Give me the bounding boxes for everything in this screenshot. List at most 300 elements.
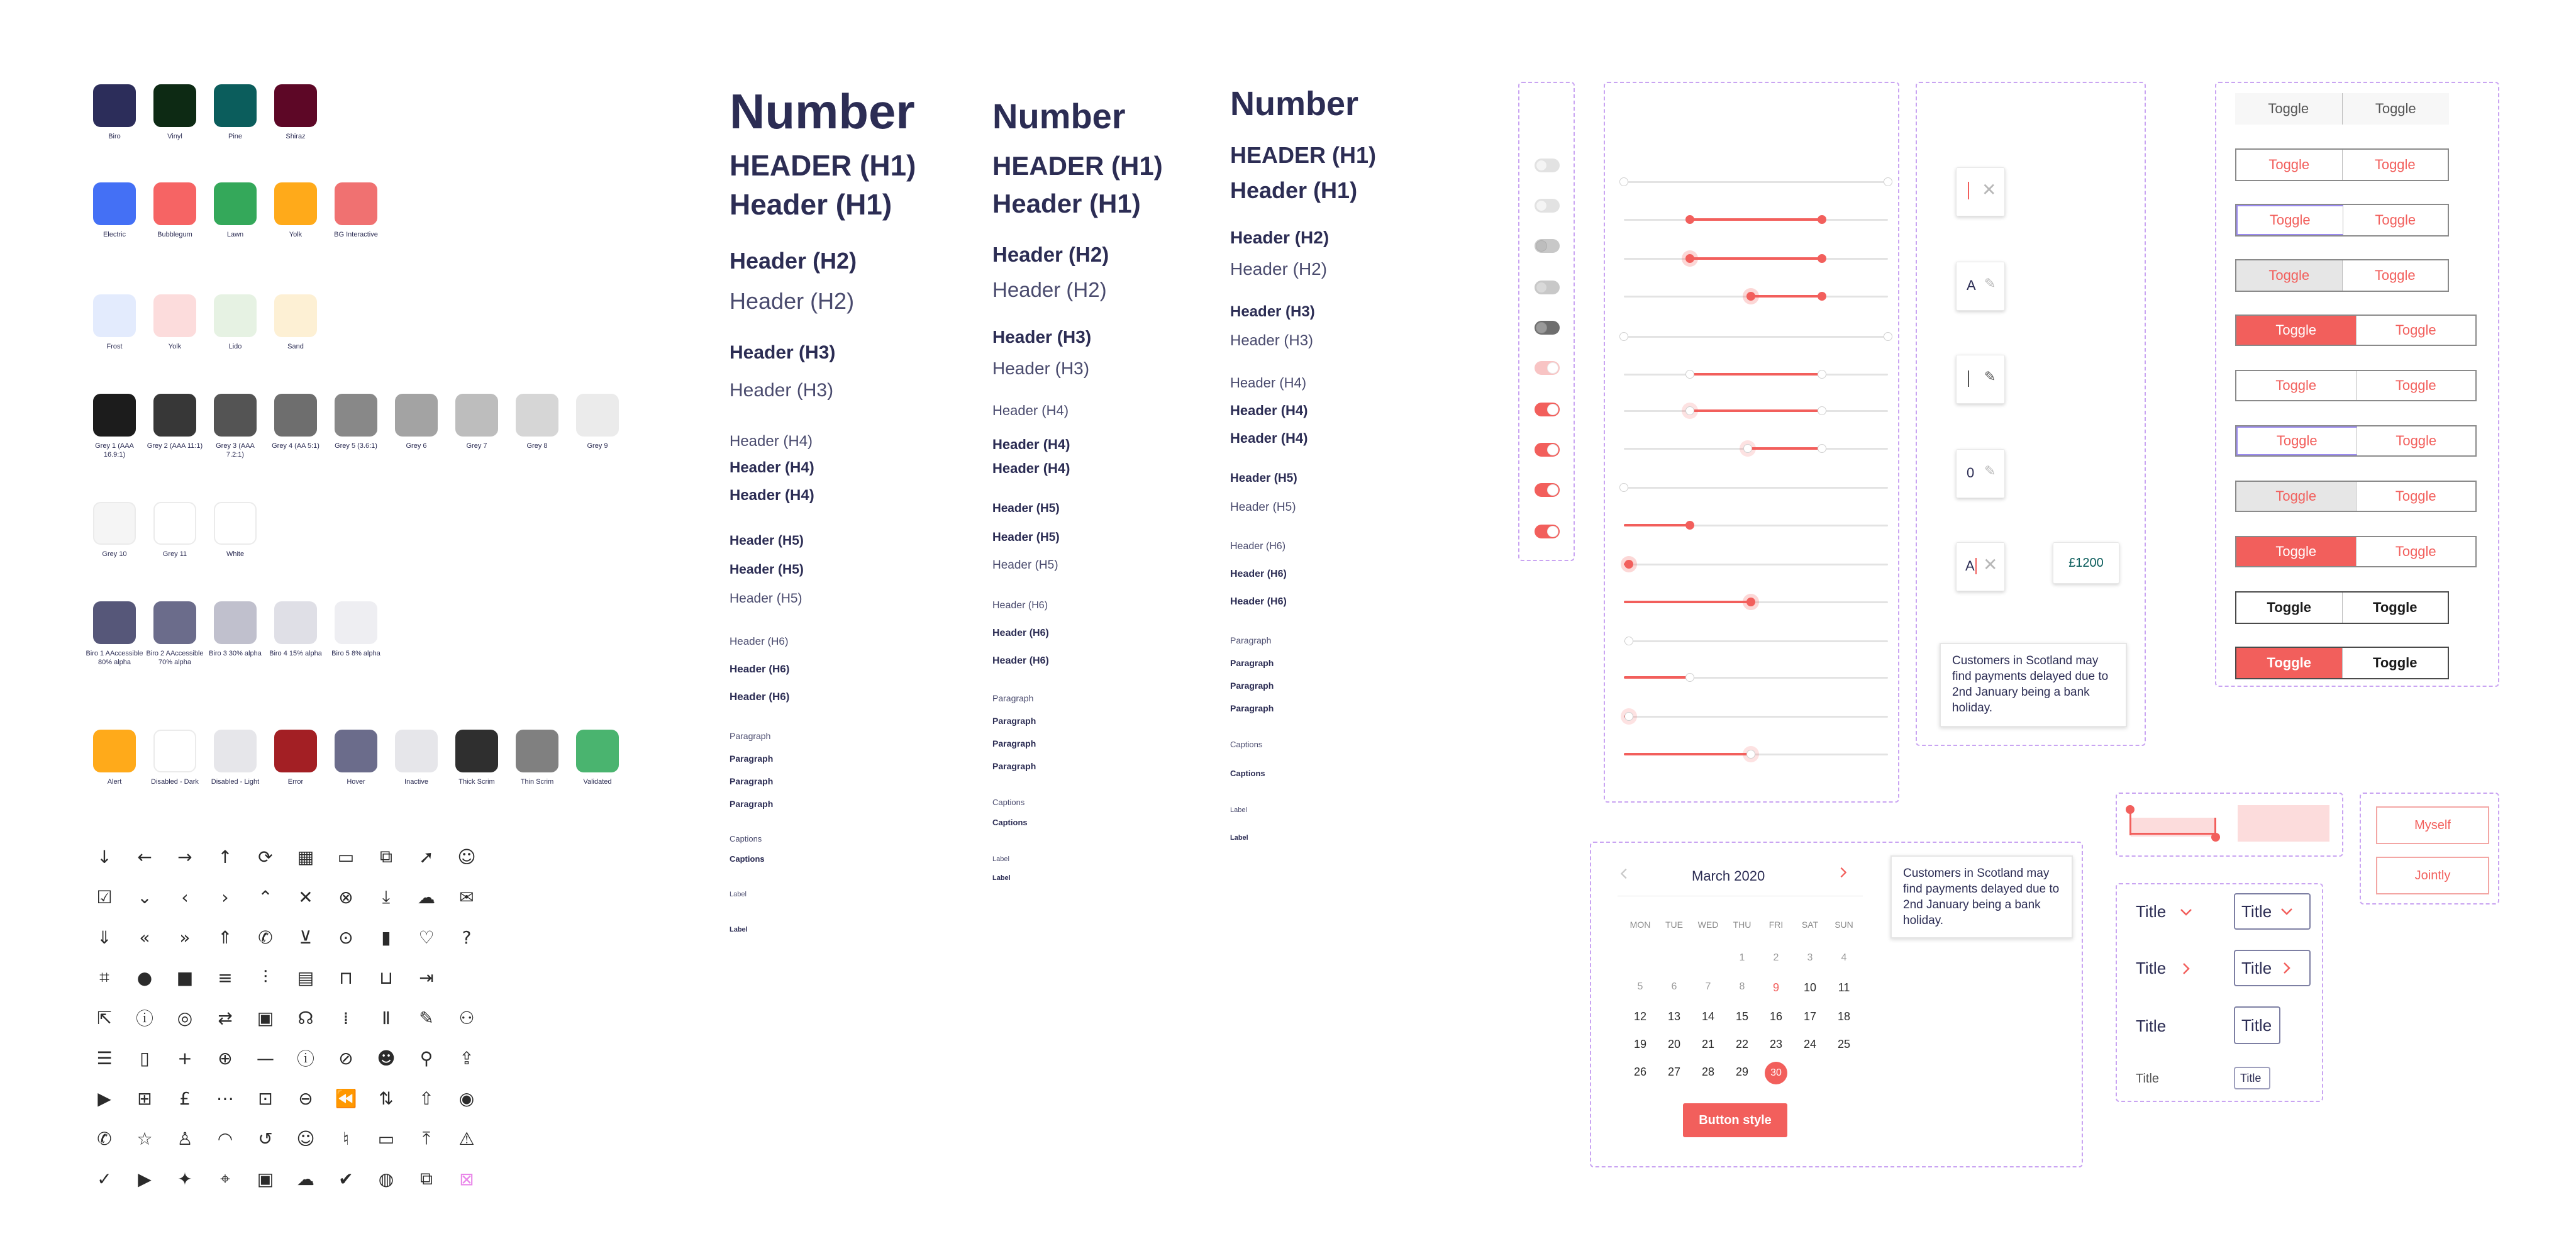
swatch-row	[84, 394, 628, 459]
toggle-option-right[interactable]: Toggle	[2343, 93, 2450, 125]
facebook-square-icon[interactable]: ■	[176, 967, 194, 988]
list-icon[interactable]: ≡	[218, 967, 233, 988]
share-icon[interactable]: ⇪	[459, 1047, 474, 1069]
amount-badge	[2053, 542, 2119, 584]
swatch-label: Hover	[347, 778, 365, 786]
toggle-switch[interactable]	[1535, 443, 1560, 457]
credit-card-icon[interactable]: ▭	[337, 846, 355, 867]
fingerprint-icon[interactable]: ◠	[217, 1128, 233, 1149]
calendar-day[interactable]: 27	[1667, 1066, 1681, 1078]
close-icon[interactable]: ✕	[1982, 179, 1997, 200]
calendar-day[interactable]: 25	[1837, 1038, 1851, 1050]
calendar-next-button[interactable]	[1836, 866, 1850, 882]
calendar-day[interactable]: 15	[1735, 1010, 1749, 1023]
swatch-chip	[335, 182, 377, 225]
calendar-day[interactable]: 29	[1735, 1066, 1749, 1078]
range-start-handle[interactable]	[2126, 805, 2135, 814]
edit-icon[interactable]: ✎	[419, 1007, 434, 1028]
pin-icon[interactable]: ⌖	[220, 1168, 230, 1189]
calendar-day[interactable]: 19	[1633, 1038, 1647, 1050]
minus-circle-icon[interactable]: ⊖	[298, 1088, 313, 1109]
youtube-icon[interactable]: ▶	[138, 1168, 152, 1189]
toggle-option-right[interactable]: Toggle	[2374, 267, 2416, 283]
swatch-label: Biro 3 30% alpha	[209, 650, 262, 657]
arrow-right-icon[interactable]: →	[177, 846, 192, 867]
type-h5b: Header (H5)	[1230, 501, 1296, 514]
type-h6c: Header (H6)	[1230, 596, 1287, 607]
swatch-chip	[93, 502, 136, 545]
toggle-group[interactable]	[2235, 204, 2449, 237]
toggle-option-right[interactable]: Toggle	[2374, 157, 2416, 172]
title-dropdown-label[interactable]	[2136, 902, 2194, 921]
twitter-icon[interactable]: ✦	[177, 1168, 192, 1189]
icon-row	[84, 1086, 487, 1111]
switch-knob	[1547, 484, 1558, 496]
close-icon[interactable]: ✕	[1983, 554, 1998, 575]
text-input-filled[interactable]	[1956, 262, 2005, 311]
toggle-switch[interactable]	[1535, 239, 1560, 253]
slider-thumb[interactable]	[1619, 177, 1628, 186]
chevron-right-icon	[2279, 960, 2294, 976]
title-plain-field[interactable]	[2234, 1006, 2280, 1044]
type-h6a: Header (H6)	[992, 600, 1048, 611]
search-icon[interactable]: ⚲	[419, 1047, 433, 1069]
double-chevron-up-icon[interactable]: ⇑	[218, 927, 233, 948]
calendar-day[interactable]: 1	[1739, 952, 1745, 963]
rewind-icon[interactable]: ⏪	[335, 1088, 357, 1109]
toggle-group[interactable]	[2235, 536, 2477, 567]
swatch-label: Disabled - Light	[211, 778, 260, 786]
toggle-group[interactable]	[2235, 591, 2449, 624]
color-swatch	[84, 502, 145, 559]
slider-thumb[interactable]	[1619, 332, 1628, 341]
calendar-day[interactable]: 22	[1735, 1038, 1749, 1050]
toggle-option-left[interactable]: Toggle	[2236, 482, 2357, 511]
chevron-up-icon[interactable]: ⌃	[258, 886, 273, 908]
toggle-group[interactable]	[2235, 647, 2449, 679]
mail-icon[interactable]: ✉	[459, 886, 474, 908]
toggle-switch[interactable]	[1535, 321, 1560, 335]
calendar-day[interactable]: 24	[1803, 1038, 1817, 1050]
download-icon[interactable]: ⤓	[382, 886, 391, 907]
info-icon[interactable]: ⓘ	[135, 1008, 153, 1029]
type-h5a: Header (H5)	[730, 533, 804, 548]
swatch-label: Biro 2 AAccessible 70% alpha	[146, 650, 204, 666]
chat-icon[interactable]: ✆	[258, 927, 273, 948]
chevron-left-icon	[1618, 867, 1631, 881]
refresh-icon[interactable]: ⟳	[258, 846, 273, 867]
swatch-chip	[214, 394, 257, 437]
swatch-label: Thick Scrim	[458, 778, 495, 786]
calendar-day[interactable]: 18	[1837, 1010, 1851, 1023]
double-chevron-right-icon[interactable]: »	[179, 927, 191, 948]
slider-track	[1624, 640, 1888, 642]
microphone-icon[interactable]: ♮	[342, 1128, 349, 1149]
calendar-day[interactable]	[1760, 1066, 1792, 1084]
close-circle-icon[interactable]: ⊗	[338, 886, 353, 908]
slider-thumb[interactable]	[1746, 598, 1755, 606]
toggle-option-right[interactable]: Toggle	[2395, 543, 2436, 559]
toggle-switch[interactable]	[1535, 159, 1560, 172]
slider-thumb[interactable]	[1818, 254, 1826, 263]
calendar-day[interactable]: 16	[1769, 1010, 1783, 1023]
weekday-label: SAT	[1801, 920, 1819, 930]
double-chevron-left-icon[interactable]: «	[139, 927, 150, 948]
type-c1: Captions	[1230, 740, 1263, 749]
swatch-label: Biro	[108, 133, 121, 140]
lock-icon[interactable]: ⊓	[339, 967, 353, 988]
calendar-day[interactable]: 3	[1807, 952, 1813, 963]
chevron-down-icon[interactable]: ⌄	[137, 886, 152, 908]
calendar-day[interactable]: 23	[1769, 1038, 1783, 1050]
swatch-label: Grey 4 (AA 5:1)	[272, 442, 319, 450]
slider-thumb[interactable]	[1818, 215, 1826, 224]
checkbox-icon[interactable]: ☑	[96, 886, 113, 908]
swatch-label: White	[226, 550, 245, 558]
download-circle-icon[interactable]: ⊻	[299, 927, 313, 948]
menu-icon[interactable]: ☰	[96, 1047, 113, 1069]
type-h6a: Header (H6)	[1230, 541, 1286, 552]
jointly-button[interactable]	[2376, 857, 2489, 894]
navigate-icon[interactable]: ➚	[419, 846, 434, 867]
type-h5c: Header (H5)	[992, 559, 1058, 572]
placeholder-icon[interactable]: ⊠	[459, 1168, 474, 1189]
toggle-option-left[interactable]: Toggle	[2236, 316, 2357, 345]
plus-icon[interactable]: +	[177, 1047, 192, 1069]
swatch-chip	[335, 601, 377, 644]
type-p2: Paragraph	[1230, 658, 1274, 668]
document-icon[interactable]: ▤	[297, 967, 314, 988]
calendar-day[interactable]: 5	[1637, 981, 1643, 992]
myself-button[interactable]	[2376, 806, 2489, 844]
calendar-day[interactable]: 26	[1633, 1066, 1647, 1078]
smile-icon[interactable]: ☺	[457, 846, 476, 867]
check-icon[interactable]: ✓	[97, 1168, 112, 1189]
input-value: A	[1965, 558, 1975, 574]
title-link-field[interactable]	[2234, 950, 2311, 986]
toggle-option-right[interactable]: Toggle	[2395, 488, 2436, 504]
drag-icon[interactable]: ⁞	[343, 1007, 349, 1028]
toggle-group[interactable]	[2235, 93, 2449, 125]
range-preview-block	[2238, 805, 2329, 842]
slider-fill	[1690, 218, 1822, 221]
selected-day[interactable]: 30	[1765, 1062, 1787, 1084]
swatch-chip	[153, 730, 196, 772]
scan-icon[interactable]: ⌗	[99, 967, 109, 988]
minus-icon[interactable]: —	[257, 1047, 274, 1069]
slider-thumb[interactable]	[1818, 444, 1826, 453]
toggle-option-left[interactable]: Toggle	[2235, 93, 2343, 125]
happy-icon[interactable]: ☺	[296, 1128, 315, 1149]
text-input-cursor[interactable]	[1956, 167, 2005, 216]
swatch-chip	[93, 294, 136, 337]
calendar-day[interactable]: 6	[1671, 981, 1677, 992]
toggle-switch[interactable]	[1535, 403, 1560, 416]
edit-icon[interactable]: ✎	[1984, 369, 1996, 385]
weekday-label: FRI	[1768, 920, 1784, 930]
swatch-chip	[93, 182, 136, 225]
type-p3: Paragraph	[730, 776, 774, 786]
warning-icon[interactable]: ⚠	[458, 1128, 475, 1149]
slider-thumb[interactable]	[1884, 332, 1892, 341]
type-h1a: HEADER (H1)	[1230, 142, 1377, 168]
check-circle-icon[interactable]: ✔	[338, 1168, 353, 1189]
tooltip-text: Customers in Scotland may find payments delayed due to 2nd January being a bank holiday.	[1903, 867, 2060, 927]
transfer-icon[interactable]: ⇄	[218, 1007, 233, 1028]
slider-thumb[interactable]	[1619, 483, 1628, 492]
sort-icon[interactable]: ⇅	[379, 1088, 394, 1109]
duplicate-icon[interactable]: ⧉	[420, 1168, 433, 1189]
slider-thumb[interactable]	[1746, 292, 1755, 301]
pound-icon[interactable]: £	[179, 1088, 191, 1109]
pause-icon[interactable]: Ⅱ	[382, 1007, 391, 1028]
slider-thumb[interactable]	[1818, 406, 1826, 415]
mobile-icon[interactable]: ▯	[140, 1047, 150, 1069]
edit-icon[interactable]: ✎	[1984, 276, 1996, 292]
type-h1b: Header (H1)	[1230, 177, 1358, 203]
type-c1: Captions	[992, 798, 1025, 807]
type-l2: Label	[730, 926, 748, 933]
play-icon[interactable]: ▶	[97, 1088, 111, 1109]
toggle-option-right[interactable]: Toggle	[2373, 655, 2418, 671]
toggle-group[interactable]	[2235, 425, 2477, 457]
chevron-circle-down-icon[interactable]: ⊙	[338, 927, 353, 948]
calendar-day[interactable]: 20	[1667, 1038, 1681, 1050]
alert-circle-icon[interactable]: ⓘ	[296, 1049, 314, 1069]
type-h4b: Header (H4)	[1230, 403, 1308, 418]
swatch-label: Vinyl	[167, 133, 182, 140]
calendar-day[interactable]: 7	[1705, 981, 1711, 992]
slider-thumb[interactable]	[1746, 750, 1755, 759]
toggle-switch[interactable]	[1535, 281, 1560, 294]
no-tap-icon[interactable]: ⊘	[338, 1047, 353, 1069]
switch-knob	[1536, 240, 1547, 252]
cloud-upload-icon[interactable]: ☁	[297, 1168, 314, 1189]
slider-thumb[interactable]	[1685, 406, 1694, 415]
calendar-icon[interactable]: ▦	[297, 846, 314, 867]
chevron-right-icon[interactable]: ›	[221, 886, 229, 908]
swatch-row	[84, 84, 326, 141]
toggle-group[interactable]	[2235, 314, 2477, 346]
toggle-switch[interactable]	[1535, 483, 1560, 497]
swatch-label: Biro 1 AAccessible 80% alpha	[86, 650, 143, 666]
toggle-option-left[interactable]: Toggle	[2236, 593, 2343, 623]
message-icon[interactable]: ▭	[377, 1128, 395, 1149]
title-small-field[interactable]	[2234, 1067, 2270, 1089]
slider-fill	[1748, 447, 1822, 450]
switch-knob	[1547, 526, 1558, 537]
heart-icon[interactable]: ♡	[418, 927, 435, 948]
swatch-label: Yolk	[289, 231, 303, 238]
external-link-icon[interactable]: ⇱	[97, 1007, 112, 1028]
double-chevron-down-icon[interactable]: ⇓	[97, 927, 112, 948]
swatch-label: Alert	[107, 778, 122, 786]
color-swatch	[447, 730, 507, 786]
slider-track	[1624, 716, 1888, 718]
calendar-day[interactable]: 14	[1701, 1010, 1715, 1023]
cursor-caret	[1968, 182, 1969, 199]
type-h2b: Header (H2)	[1230, 259, 1328, 279]
title-dropdown-field[interactable]	[2234, 893, 2311, 930]
icon-row	[84, 1045, 487, 1071]
range-end-handle[interactable]	[2211, 833, 2220, 842]
color-swatch	[205, 182, 265, 239]
shopping-icon[interactable]: ⊡	[258, 1088, 273, 1109]
edit-icon[interactable]: ✎	[1984, 464, 1996, 479]
swatch-label: Error	[287, 778, 304, 786]
myself-label: Myself	[2414, 818, 2451, 832]
calendar-day[interactable]: 11	[1838, 981, 1850, 994]
type-h1a: HEADER (H1)	[730, 149, 916, 182]
messenger-icon[interactable]: ◍	[378, 1168, 394, 1189]
title-link-label[interactable]	[2136, 959, 2194, 978]
person-icon[interactable]: ♙	[177, 1128, 193, 1149]
slider-thumb[interactable]	[1818, 370, 1826, 379]
color-swatch	[145, 294, 205, 351]
calendar-day[interactable]: 17	[1803, 1010, 1817, 1023]
calendar-day[interactable]: 8	[1739, 981, 1745, 992]
arrow-up-circle-icon[interactable]: ⇧	[419, 1088, 434, 1109]
calendar-day[interactable]: 2	[1773, 952, 1779, 963]
copy-icon[interactable]: ⧉	[380, 846, 392, 867]
toggle-group[interactable]	[2235, 481, 2477, 512]
target-icon[interactable]: ◉	[458, 1088, 475, 1109]
calendar-day[interactable]: 28	[1701, 1066, 1715, 1078]
icon-row	[84, 965, 447, 990]
plus-circle-icon[interactable]: ⊕	[218, 1047, 233, 1069]
swatch-label: Disabled - Dark	[151, 778, 199, 786]
undo-icon[interactable]: ↺	[258, 1128, 273, 1149]
swatch-chip	[335, 394, 377, 437]
toggle-option-left[interactable]: Toggle	[2236, 205, 2343, 235]
color-swatch	[326, 730, 386, 786]
button-style-button[interactable]	[1683, 1103, 1787, 1137]
star-icon[interactable]: ☆	[136, 1128, 153, 1149]
type-number: Number	[992, 96, 1126, 136]
arrow-left-icon[interactable]: ←	[137, 846, 152, 867]
toggle-switch[interactable]	[1535, 361, 1560, 375]
toggle-option-left[interactable]: Toggle	[2236, 537, 2357, 566]
icon-row	[84, 1005, 487, 1030]
toggle-group[interactable]	[2235, 148, 2449, 181]
number-input[interactable]	[1956, 449, 2005, 498]
toggle-option-right[interactable]: Toggle	[2395, 322, 2436, 338]
slider-thumb[interactable]	[1685, 254, 1694, 263]
calendar-day[interactable]: 13	[1667, 1010, 1681, 1023]
color-swatch	[205, 294, 265, 351]
type-h6a: Header (H6)	[730, 635, 789, 647]
emoji-icon[interactable]: ☻	[377, 1047, 396, 1069]
slider-thumb[interactable]	[1818, 292, 1826, 301]
linkedin-icon[interactable]: ▣	[257, 1007, 274, 1028]
type-p3: Paragraph	[1230, 681, 1274, 691]
bag-icon[interactable]: ⊞	[137, 1088, 152, 1109]
toggle-option-left[interactable]: Toggle	[2236, 371, 2357, 400]
calendar-day[interactable]: 9	[1772, 981, 1779, 994]
calendar-day[interactable]: 21	[1701, 1038, 1715, 1050]
logout-icon[interactable]: ⇥	[419, 967, 434, 988]
swatch-label: Biro 5 8% alpha	[331, 650, 380, 657]
type-h5b: Header (H5)	[730, 562, 804, 577]
swatch-chip	[395, 394, 438, 437]
toggle-group[interactable]	[2235, 259, 2449, 292]
arrow-up-icon[interactable]: ↑	[218, 846, 233, 867]
toggle-group[interactable]	[2235, 370, 2477, 401]
type-l2: Label	[1230, 834, 1248, 842]
toggle-option-right[interactable]: Toggle	[2396, 433, 2437, 448]
text-input-error[interactable]	[1956, 542, 2005, 591]
slider-fill	[1690, 257, 1822, 260]
unlock-icon[interactable]: ⊔	[379, 967, 393, 988]
swatch-chip	[455, 730, 498, 772]
color-swatch	[326, 182, 386, 239]
instagram-icon[interactable]: ◎	[177, 1007, 193, 1028]
text-input-empty[interactable]	[1956, 355, 2005, 404]
toggle-option-left[interactable]: Toggle	[2236, 648, 2343, 678]
color-swatch	[265, 294, 326, 351]
slider-thumb[interactable]	[1685, 673, 1694, 682]
toggle-option-right[interactable]: Toggle	[2375, 212, 2416, 228]
toggle-option-right[interactable]: Toggle	[2395, 377, 2436, 393]
slider-thumb[interactable]	[1685, 370, 1694, 379]
cloud-download-icon[interactable]: ☁	[418, 886, 435, 908]
slider-thumb[interactable]	[1685, 215, 1694, 224]
sliders-icon[interactable]: ⫶	[263, 967, 268, 988]
toggle-switch[interactable]	[1535, 525, 1560, 538]
phone-icon[interactable]: ✆	[97, 1128, 112, 1149]
close-icon[interactable]: ✕	[298, 886, 313, 908]
calendar-month: March 2020	[1692, 868, 1765, 884]
swatch-label: Thin Scrim	[520, 778, 554, 786]
swatch-label: Grey 2 (AAA 11:1)	[147, 442, 203, 450]
cursor-caret	[1968, 370, 1969, 387]
type-h6b: Header (H6)	[730, 663, 790, 675]
toggle-option-left[interactable]: Toggle	[2236, 426, 2357, 455]
swatch-chip	[274, 601, 317, 644]
support-icon[interactable]: ☊	[297, 1007, 314, 1028]
calendar-tooltip	[1890, 855, 2073, 938]
arrow-down-icon[interactable]: ↓	[97, 846, 112, 867]
color-swatch	[84, 84, 145, 141]
bar-chart-icon[interactable]: ▮	[381, 927, 391, 948]
slider-fill	[1624, 601, 1751, 603]
wallet-icon[interactable]: ▣	[257, 1168, 274, 1189]
slider-thumb[interactable]	[1685, 521, 1694, 530]
toggle-option-left[interactable]: Toggle	[2236, 150, 2343, 180]
users-icon[interactable]: ⚇	[458, 1007, 475, 1028]
swatch-chip	[516, 730, 558, 772]
chevron-left-icon[interactable]: ‹	[181, 886, 189, 908]
swatch-label: Grey 9	[587, 442, 608, 450]
toggle-option-right[interactable]: Toggle	[2373, 599, 2418, 615]
help-icon[interactable]: ?	[462, 927, 472, 948]
upload-top-icon[interactable]: ⤒	[422, 1128, 431, 1149]
title-plain-label: Title	[2136, 1016, 2167, 1035]
calendar-day[interactable]: 12	[1633, 1010, 1647, 1023]
type-l1: Label	[730, 891, 747, 898]
calendar-day[interactable]: 10	[1803, 981, 1817, 994]
color-swatch	[265, 730, 326, 786]
facebook-icon[interactable]: ●	[136, 967, 153, 988]
more-icon[interactable]: ⋯	[216, 1088, 234, 1109]
toggle-option-left[interactable]: Toggle	[2236, 260, 2343, 291]
calendar-prev-button[interactable]	[1618, 867, 1631, 884]
calendar-day[interactable]: 4	[1841, 952, 1847, 963]
toggle-switch[interactable]	[1535, 199, 1560, 213]
slider-thumb[interactable]	[1884, 177, 1892, 186]
color-swatch	[84, 601, 145, 667]
type-h6b: Header (H6)	[992, 628, 1049, 638]
